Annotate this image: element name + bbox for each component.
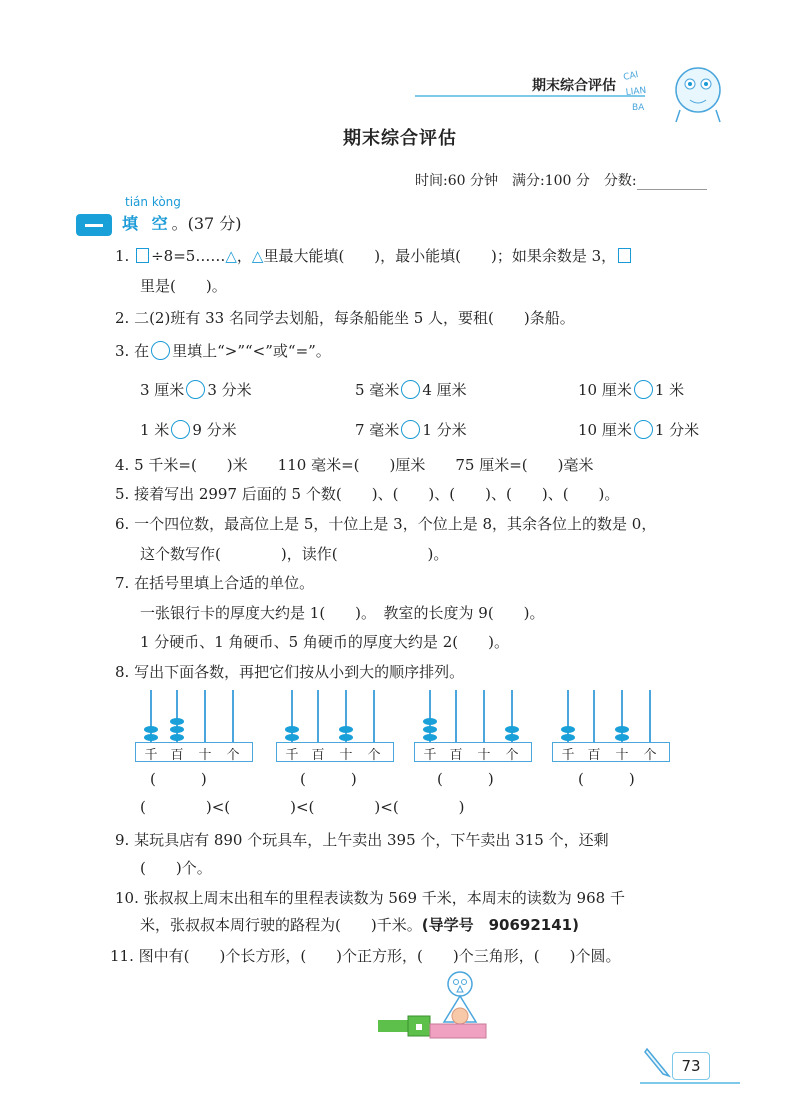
abacus-answer-4: ( ) xyxy=(578,770,635,788)
mascot-letters-1: CAI xyxy=(622,70,640,83)
abacus-bead xyxy=(423,734,437,741)
abacus-rod xyxy=(455,690,457,742)
abacus-bead xyxy=(339,734,353,741)
place-label: 十 xyxy=(477,748,491,763)
q10-line2-text: 米，张叔叔本周行驶的路程为( )千米。 xyxy=(140,916,422,934)
running-title: 期末综合评估 xyxy=(532,78,616,94)
question-3-head xyxy=(115,341,331,361)
place-label: 百 xyxy=(311,748,325,763)
abacus-rod xyxy=(317,690,319,742)
abacus-3 xyxy=(414,690,534,765)
place-label: 百 xyxy=(587,748,601,763)
triangle-icon: △ xyxy=(225,247,237,265)
abacus-1 xyxy=(135,690,255,765)
abacus-rod xyxy=(593,690,595,742)
compare-right: 3 分米 xyxy=(207,381,252,399)
abacus-rod xyxy=(649,690,651,742)
question-7-line-3: 1 分硬币、1 角硬币、5 角硬币的厚度大约是 2( )。 xyxy=(140,633,509,651)
section-title: 填 空 xyxy=(122,214,172,233)
header-rule xyxy=(415,95,645,97)
mascot-logo-icon xyxy=(620,50,730,125)
compare-right: 9 分米 xyxy=(192,421,237,439)
abacus-bead xyxy=(615,734,629,741)
section-pinyin: tián kòng xyxy=(125,195,181,209)
compare-item xyxy=(140,380,252,400)
abacus-bead xyxy=(144,734,158,741)
abacus-bead xyxy=(423,718,437,725)
section-number-badge xyxy=(76,214,112,236)
abacus-answer-3: ( ) xyxy=(437,770,494,788)
place-label: 千 xyxy=(423,748,437,763)
question-9-line-1: 9. 某玩具店有 890 个玩具车，上午卖出 395 个，下午卖出 315 个，还剩 xyxy=(115,831,609,849)
abacus-bead xyxy=(615,726,629,733)
question-6-line-2: 这个数写作( )，读作( )。 xyxy=(140,545,449,563)
place-label: 千 xyxy=(144,748,158,763)
question-10-line-2 xyxy=(140,915,579,935)
exam-meta-text: 时间:60 分钟 满分:100 分 分数: xyxy=(415,173,637,189)
abacus-bead xyxy=(339,726,353,733)
abacus-rod xyxy=(232,690,234,742)
shapes-figure xyxy=(378,970,488,1042)
place-label: 个 xyxy=(367,748,381,763)
abacus-bead xyxy=(170,726,184,733)
compare-right: 1 分米 xyxy=(422,421,467,439)
place-label: 百 xyxy=(449,748,463,763)
question-8: 8. 写出下面各数，再把它们按从小到大的顺序排列。 xyxy=(115,663,465,681)
abacus-bead xyxy=(285,734,299,741)
place-label: 十 xyxy=(339,748,353,763)
compare-left: 5 毫米 xyxy=(355,381,400,399)
q1-text-c: 里最大能填( )，最小能填( )；如果余数是 3， xyxy=(263,247,617,265)
place-label: 千 xyxy=(285,748,299,763)
question-4: 4. 5 千米=( )米 110 毫米=( )厘米 75 厘米=( )毫米 xyxy=(115,456,594,474)
abacus-bead xyxy=(285,726,299,733)
section-suffix: 。(37 分) xyxy=(171,214,242,233)
place-label: 个 xyxy=(643,748,657,763)
score-blank xyxy=(637,175,707,190)
q3-head-a: 3. 在 xyxy=(115,342,150,360)
abacus-bead xyxy=(561,726,575,733)
place-label: 个 xyxy=(226,748,240,763)
circle-blank-icon xyxy=(401,380,420,399)
section-heading xyxy=(122,211,242,234)
compare-left: 7 毫米 xyxy=(355,421,400,439)
mascot-letters-3: BA xyxy=(632,103,645,113)
order-line: ( )<( )<( )<( ) xyxy=(140,798,465,816)
circle-blank-icon xyxy=(186,380,205,399)
abacus-rod xyxy=(373,690,375,742)
page-number: 73 xyxy=(672,1052,710,1080)
abacus-rod xyxy=(483,690,485,742)
compare-left: 1 米 xyxy=(140,421,170,439)
exam-meta xyxy=(415,170,707,190)
pencil-icon xyxy=(643,1043,673,1078)
q1-text-b: ， xyxy=(236,247,252,265)
q1-number: 1. xyxy=(115,247,130,265)
compare-right: 1 分米 xyxy=(654,421,700,439)
abacus-bead xyxy=(505,726,519,733)
place-label: 千 xyxy=(561,748,575,763)
abacus-answer-2: ( ) xyxy=(300,770,357,788)
place-label: 十 xyxy=(198,748,212,763)
abacus-bead xyxy=(423,726,437,733)
compare-item xyxy=(578,380,684,400)
question-11: 11. 图中有( )个长方形，( )个正方形，( )个三角形，( )个圆。 xyxy=(110,947,621,965)
circle-blank-icon xyxy=(634,380,653,399)
page-title: 期末综合评估 xyxy=(343,128,457,149)
abacus-rod xyxy=(204,690,206,742)
place-label: 个 xyxy=(505,748,519,763)
question-10-line-1: 10. 张叔叔上周末出租车的里程表读数为 569 千米，本周末的读数为 968 千 xyxy=(115,889,625,907)
abacus-bead xyxy=(170,734,184,741)
compare-right: 1 米 xyxy=(654,381,685,399)
square-box-icon xyxy=(618,248,631,263)
question-5: 5. 接着写出 2997 后面的 5 个数( )、( )、( )、( )、( )。 xyxy=(115,485,620,503)
guide-number: (导学号 90692141) xyxy=(421,916,579,934)
question-1-line-2: 里是( )。 xyxy=(140,277,227,295)
q1-text-a: ÷8=5…… xyxy=(151,247,226,265)
compare-item xyxy=(355,420,467,440)
square-box-icon xyxy=(136,248,149,263)
compare-left: 10 厘米 xyxy=(578,421,632,439)
abacus-bead xyxy=(170,718,184,725)
abacus-bead xyxy=(561,734,575,741)
question-7-line-2: 一张银行卡的厚度大约是 1( )。 教室的长度为 9( )。 xyxy=(140,604,545,622)
question-1-line-1 xyxy=(115,246,633,266)
compare-left: 10 厘米 xyxy=(578,381,632,399)
abacus-4 xyxy=(552,690,672,765)
compare-item xyxy=(578,420,699,440)
circle-blank-icon xyxy=(634,420,653,439)
abacus-bead xyxy=(144,726,158,733)
place-label: 十 xyxy=(615,748,629,763)
compare-left: 3 厘米 xyxy=(140,381,185,399)
place-label: 百 xyxy=(170,748,184,763)
question-2: 2. 二(2)班有 33 名同学去划船，每条船能坐 5 人，要租( )条船。 xyxy=(115,309,575,327)
footer-rule xyxy=(640,1082,740,1084)
circle-blank-icon xyxy=(151,341,170,360)
abacus-2 xyxy=(276,690,396,765)
compare-item xyxy=(355,380,467,400)
abacus-answer-1: ( ) xyxy=(150,770,207,788)
compare-right: 4 厘米 xyxy=(422,381,467,399)
mascot-letters-2: LIAN xyxy=(625,85,647,98)
q3-head-b: 里填上“>”“<”或“=”。 xyxy=(172,342,331,360)
compare-item xyxy=(140,420,237,440)
circle-blank-icon xyxy=(401,420,420,439)
triangle-icon: △ xyxy=(251,247,264,265)
circle-blank-icon xyxy=(171,420,190,439)
abacus-bead xyxy=(505,734,519,741)
question-6-line-1: 6. 一个四位数，最高位上是 5，十位上是 3，个位上是 8，其余各位上的数是 0， xyxy=(115,515,657,533)
question-7-line-1: 7. 在括号里填上合适的单位。 xyxy=(115,574,315,592)
question-9-line-2: ( )个。 xyxy=(140,859,212,877)
